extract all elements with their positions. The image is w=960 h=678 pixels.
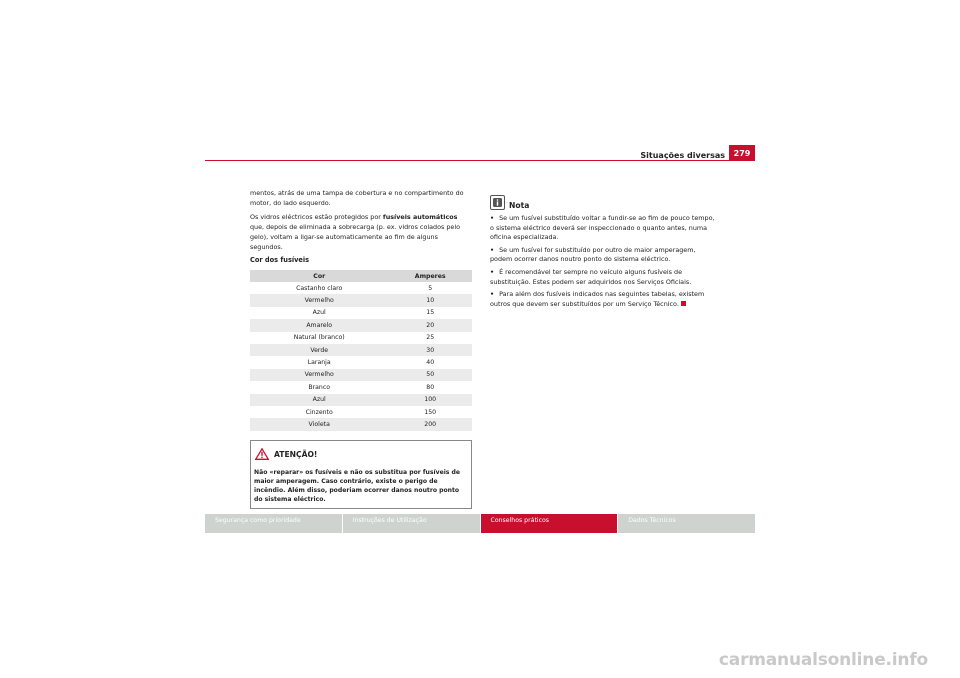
- table-row: [250, 394, 472, 406]
- footer-tab-instructions[interactable]: Instruções de Utilização: [343, 514, 480, 533]
- table-cell-amperes: 5: [428, 284, 433, 292]
- table-cell-color: Verde: [250, 344, 388, 356]
- watermark: carmanualsonline.info: [718, 650, 928, 670]
- page-number: 279: [729, 145, 755, 161]
- paragraph-text: Os vidros eléctricos estão protegidos por: [250, 213, 383, 221]
- table-row: [250, 369, 472, 381]
- info-icon: [490, 195, 505, 210]
- footer-tab-safety[interactable]: Segurança como prioridade: [205, 514, 342, 533]
- paragraph-bold-term: fusíveis automáticos: [382, 213, 458, 221]
- table-cell-color: Vermelho: [250, 294, 388, 306]
- left-column: [250, 188, 472, 509]
- footer-tab-technical-data[interactable]: Dados Técnicos: [618, 514, 755, 533]
- table-cell-amperes: 25: [426, 334, 435, 342]
- fuse-color-table: [250, 270, 472, 431]
- table-row: [250, 294, 472, 306]
- table-cell-amperes: 100: [388, 394, 472, 406]
- table-cell-color: Azul: [250, 394, 388, 406]
- footer-navigation: [205, 514, 755, 533]
- note-item-text: Se um fusível for substituído por outro de maior amperagem, podem ocorrer danos noutro ponto do sistema eléctrico.: [490, 245, 696, 264]
- table-cell-color: Laranja: [307, 359, 331, 367]
- bullet-icon: •: [490, 214, 495, 222]
- note-item: [490, 246, 715, 265]
- bullet-icon: •: [490, 267, 495, 276]
- paragraph-automatic-fuses: [250, 212, 472, 252]
- table-row: [250, 381, 472, 393]
- bullet-icon: •: [490, 290, 495, 299]
- table-cell-color: Amarelo: [250, 319, 388, 331]
- table-row: [250, 406, 472, 418]
- table-cell-color: Branco: [308, 383, 331, 391]
- table-row: [250, 307, 472, 319]
- section-end-icon: [681, 301, 686, 306]
- table-cell-color: Cinzento: [305, 408, 333, 416]
- table-row: [250, 319, 472, 331]
- table-cell-color: Natural (branco): [293, 334, 345, 342]
- table-row: [250, 418, 472, 430]
- table-cell-amperes: 150: [424, 408, 437, 416]
- table-cell-amperes: 80: [426, 383, 435, 391]
- table-cell-amperes: 50: [388, 369, 472, 381]
- note-item: [490, 268, 715, 287]
- table-cell-color: Castanho claro: [296, 284, 343, 292]
- table-cell-amperes: 30: [388, 344, 472, 356]
- paragraph-text: que, depois de eliminada a sobrecarga (p. ex. vidros colados pelo gelo), voltam a ligar-se automaticamente ao fim de alguns segundos.: [250, 223, 461, 251]
- table-cell-amperes: 15: [426, 309, 435, 317]
- header-divider: [205, 160, 755, 161]
- note-title: Nota: [509, 201, 530, 210]
- note-item: [490, 290, 715, 309]
- table-cell-color: Azul: [312, 309, 326, 317]
- note-header: [490, 195, 715, 210]
- warning-triangle-icon: [255, 445, 269, 464]
- bullet-icon: •: [490, 245, 495, 254]
- table-header-row: [250, 270, 472, 282]
- note-item-text: Para além dos fusíveis indicados nas seguintes tabelas, existem outros que devem ser substituídos por um Serviço Técnico.: [490, 290, 705, 308]
- note-item-text: Se um fusível substituído voltar a fundir-se ao fim de pouco tempo, o sistema eléctrico deverá ser inspeccionado o quanto antes, numa oficina especializada.: [490, 214, 715, 242]
- table-cell-amperes: 40: [426, 359, 435, 367]
- right-column: [490, 195, 715, 312]
- warning-header: [251, 441, 471, 466]
- table-cell-color: Vermelho: [250, 369, 388, 381]
- note-item-text: É recomendável ter sempre no veículo alguns fusíveis de substituição. Estes podem ser adquiridos nos Serviços Oficiais.: [490, 267, 692, 286]
- table-heading: Cor dos fusíveis: [250, 256, 310, 264]
- table-row: [250, 356, 472, 368]
- warning-title: ATENÇÃO!: [274, 449, 318, 459]
- table-row: [250, 282, 472, 294]
- table-cell-amperes: 20: [388, 319, 472, 331]
- warning-box: [250, 440, 472, 509]
- table-row: [250, 344, 472, 356]
- note-item: [490, 214, 715, 243]
- column-header-color: Cor: [250, 270, 388, 282]
- table-cell-color: Violeta: [250, 418, 388, 430]
- column-header-amperes: Amperes: [388, 270, 472, 282]
- footer-tab-practical-tips[interactable]: Conselhos práticos: [481, 514, 618, 533]
- table-cell-amperes: 200: [388, 418, 472, 430]
- table-row: [250, 332, 472, 344]
- table-cell-amperes: 10: [388, 294, 472, 306]
- warning-text: Não «reparar» os fusíveis e não os substitua por fusíveis de maior amperagem. Caso contrário, existe o perigo de incêndio. Além disso, poderiam ocorrer danos noutro ponto do sistema eléctrico.: [254, 468, 461, 503]
- page-header-title: Situações diversas: [640, 151, 725, 160]
- paragraph-continued: mentos, atrás de uma tampa de cobertura e no compartimento do motor, do lado esquerdo.: [250, 189, 464, 207]
